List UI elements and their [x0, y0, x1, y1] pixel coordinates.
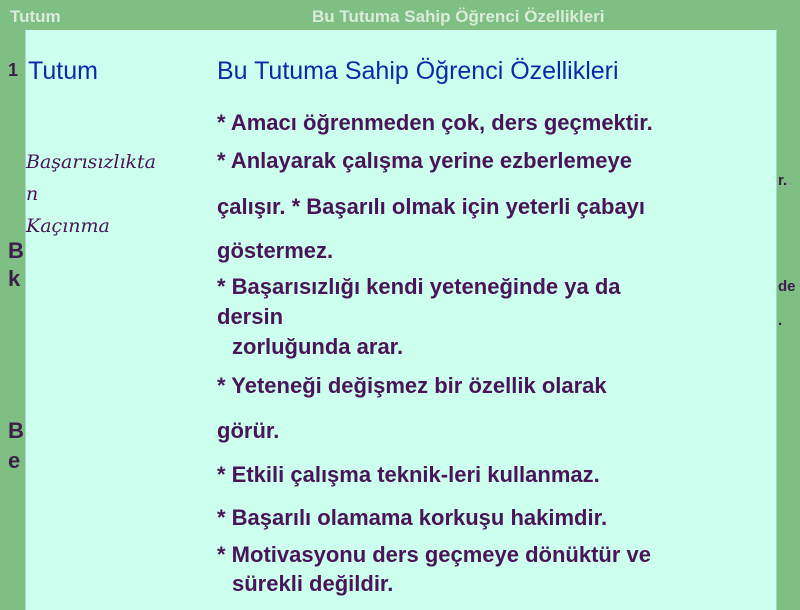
attitude-line: Başarısızlıkta — [26, 151, 156, 173]
background-fragment: 1 — [8, 60, 19, 80]
background-fragment: e — [8, 448, 21, 473]
characteristic-line: * Yeteneği değişmez bir özellik olarak — [217, 373, 607, 398]
characteristic-line: * Başarılı olamama korkuşu hakimdir. — [217, 505, 608, 530]
characteristic-line: * Etkili çalışma teknik-leri kullanmaz. — [217, 462, 600, 487]
column-title-tutum: Tutum — [28, 57, 98, 85]
content-card — [25, 30, 777, 610]
column-title-characteristics: Bu Tutuma Sahip Öğrenci Özellikleri — [217, 57, 619, 85]
background-fragment: k — [8, 266, 21, 291]
characteristic-line: göstermez. — [217, 238, 334, 263]
characteristic-line: * Amacı öğrenmeden çok, ders geçmektir. — [217, 110, 653, 135]
background-fragment: r. — [778, 172, 788, 189]
background-header-right: Bu Tutuma Sahip Öğrenci Özellikleri — [312, 7, 605, 26]
background-header — [0, 0, 800, 30]
characteristics-list — [217, 108, 767, 599]
characteristic-line: dersin — [217, 304, 284, 329]
background-fragment: de — [778, 278, 796, 295]
characteristic-line: görür. — [217, 418, 280, 443]
characteristic-line: zorluğunda arar. — [232, 334, 404, 359]
background-fragment: B — [8, 418, 24, 443]
background-fragment: B — [8, 238, 24, 263]
characteristic-line: sürekli değildir. — [232, 571, 394, 596]
characteristic-line: çalışır. * Başarılı olmak için yeterli çabayı — [217, 194, 646, 219]
characteristic-line: * Anlayarak çalışma yerine ezberlemeye — [217, 148, 633, 173]
characteristic-line: * Başarısızlığı kendi yeteneğinde ya da — [217, 274, 621, 299]
attitude-line: Kaçınma — [26, 215, 110, 237]
attitude-label — [26, 146, 156, 242]
attitude-line: n — [26, 183, 39, 205]
background-fragment: . — [778, 312, 783, 329]
characteristic-line: * Motivasyonu ders geçmeye dönüktür ve — [217, 542, 652, 567]
background-header-left: Tutum — [10, 7, 61, 26]
